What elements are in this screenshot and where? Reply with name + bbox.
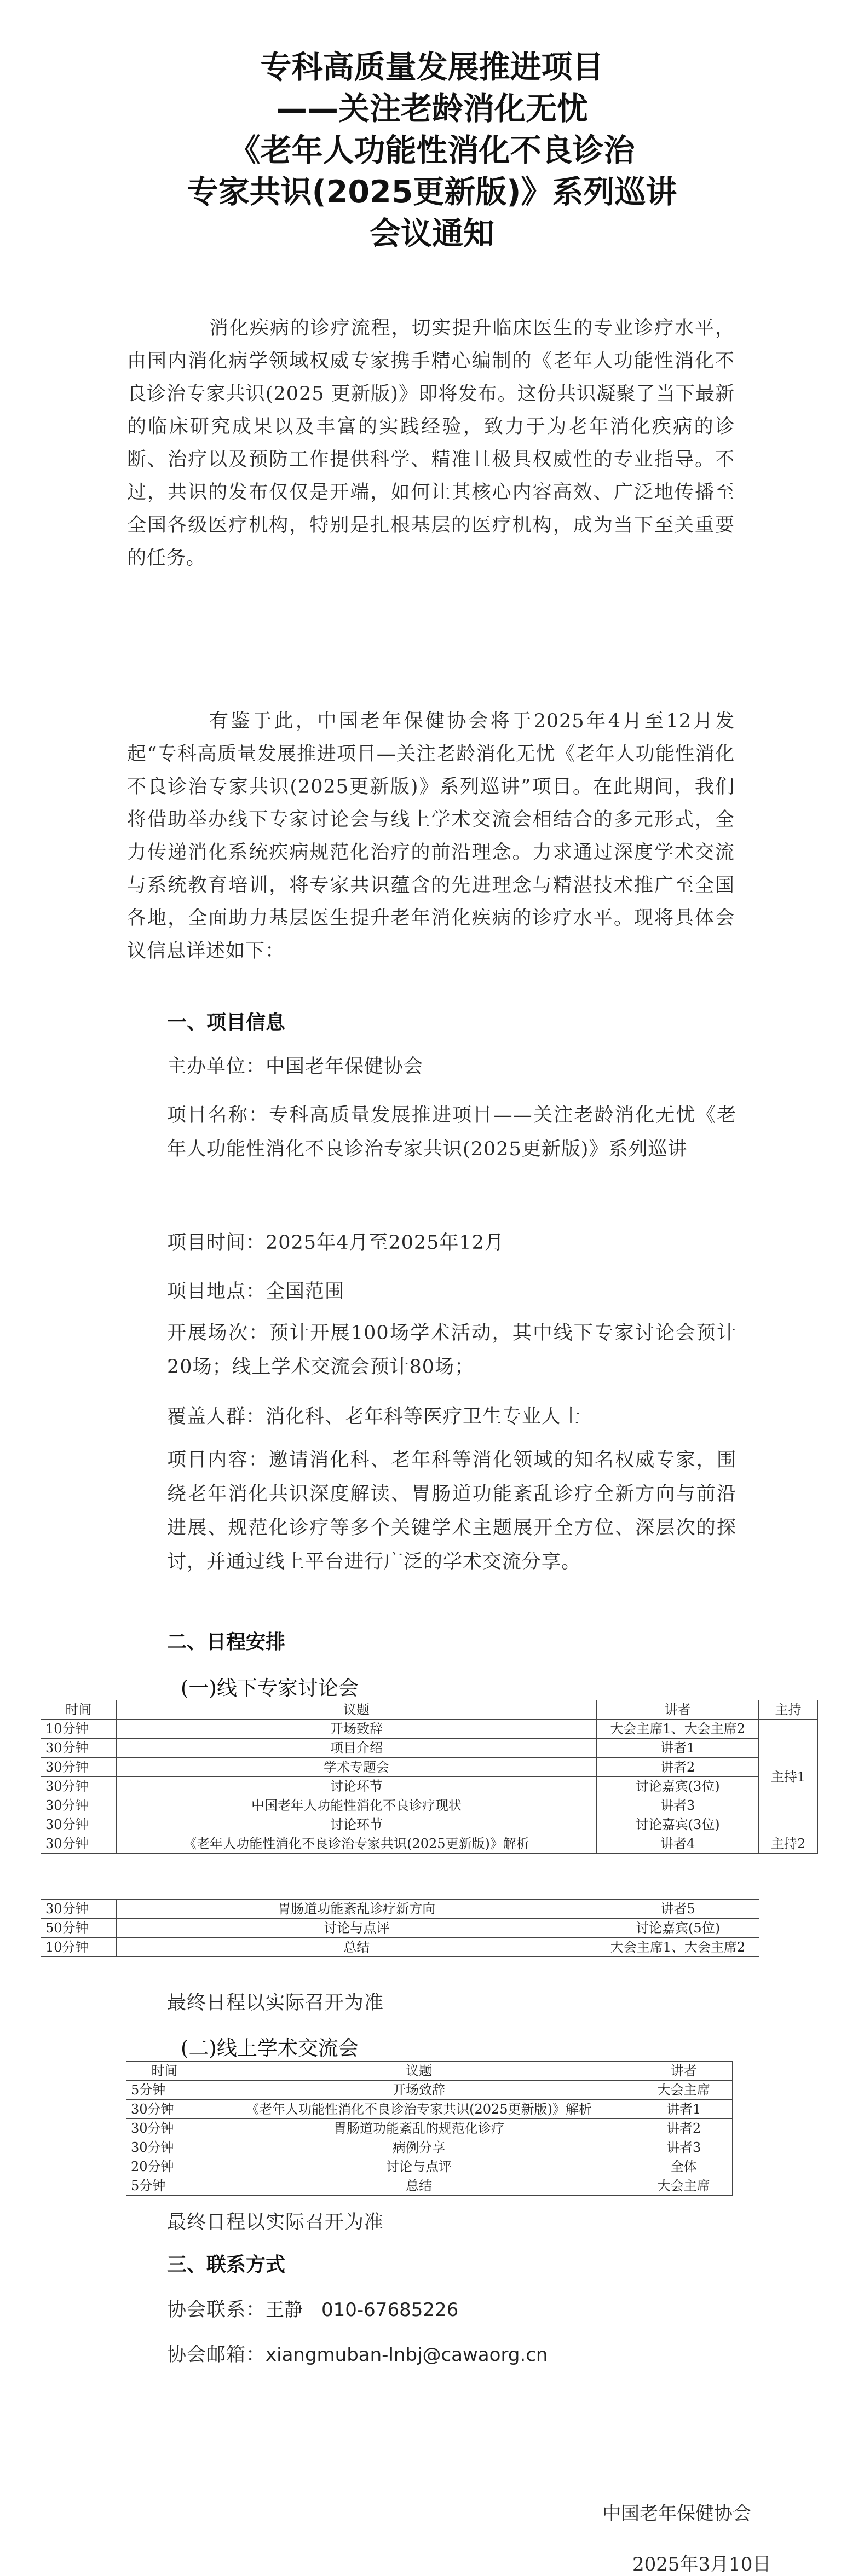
topic-cell: 胃肠道功能紊乱诊疗新方向	[116, 1900, 597, 1919]
email-line	[167, 2340, 548, 2367]
column-header: 议题	[116, 1700, 596, 1720]
intro-paragraph-1: 消化疾病的诊疗流程，切实提升临床医生的专业诊疗水平，由国内消化病学领域权威专家携手精心编制的《老年人功能性消化不良诊治专家共识(2025 更新版)》即将发布。这份共识凝聚了当下最新的临床研究成果以及丰富的实践经验，致力于为老年消化疾病的诊断、治疗以及预防工作提供科学、精准且极具权威性的专业指导。不过，共识的发布仅仅是开端，如何让其核心内容高效、广泛地传播至全国各级医疗机构，特别是扎根基层的医疗机构，成为当下至关重要的任务。	[127, 317, 735, 569]
topic-cell: 《老年人功能性消化不良诊治专家共识(2025更新版)》解析	[116, 1834, 596, 1854]
speaker-cell: 讲者1	[635, 2100, 733, 2119]
online-schedule-note: 最终日程以实际召开为准	[167, 2212, 384, 2233]
time-cell: 30分钟	[41, 1815, 117, 1834]
time-cell: 30分钟	[41, 1758, 117, 1777]
online-schedule-table	[126, 2061, 733, 2196]
time-cell: 30分钟	[126, 2138, 203, 2157]
time-cell: 30分钟	[41, 1739, 117, 1758]
table-header-row	[41, 1700, 818, 1720]
topic-cell: 讨论环节	[116, 1777, 596, 1796]
table-row	[41, 1900, 819, 1919]
page-title	[110, 47, 754, 254]
speaker-cell: 讲者4	[597, 1834, 759, 1854]
table-row	[41, 1938, 819, 1957]
column-header: 时间	[41, 1700, 117, 1720]
signature-org: 中国老年保健协会	[602, 2503, 751, 2525]
column-header: 讲者	[597, 1700, 759, 1720]
column-header: 议题	[203, 2062, 635, 2081]
table-row	[41, 1919, 819, 1938]
table-header-row	[126, 2062, 733, 2081]
empty-host-cell	[759, 1900, 818, 1957]
speaker-cell: 讨论嘉宾(3位)	[597, 1815, 759, 1834]
host-cell: 主持2	[759, 1834, 818, 1854]
column-header: 时间	[126, 2062, 203, 2081]
topic-cell: 讨论与点评	[203, 2157, 635, 2176]
title-line: 会议通知	[370, 216, 494, 252]
topic-cell: 学术专题会	[116, 1758, 596, 1777]
info-content: 项目内容：邀请消化科、老年科等消化领域的知名权威专家，围绕老年消化共识深度解读、胃肠道功能紊乱诊疗全新方向与前沿进展、规范化诊疗等多个关键学术主题展开全方位、深层次的探讨，并通过线上平台进行广泛的学术交流分享。	[167, 1449, 736, 1573]
speaker-cell: 讲者5	[597, 1900, 759, 1919]
time-cell: 10分钟	[41, 1938, 117, 1957]
speaker-cell: 讲者2	[597, 1758, 759, 1777]
section-heading-schedule: 二、日程安排	[167, 1631, 286, 1653]
time-cell: 30分钟	[126, 2119, 203, 2138]
info-project-time: 项目时间：2025年4月至2025年12月	[167, 1232, 504, 1254]
column-header: 讲者	[635, 2062, 733, 2081]
online-meeting-title: (二)线上学术交流会	[181, 2036, 359, 2060]
topic-cell: 《老年人功能性消化不良诊治专家共识(2025更新版)》解析	[203, 2100, 635, 2119]
speaker-cell: 大会主席1、大会主席2	[597, 1720, 759, 1739]
topic-cell: 讨论与点评	[116, 1919, 597, 1938]
title-line: 专家共识(2025更新版)》系列巡讲	[187, 174, 677, 210]
title-line: 专科高质量发展推进项目	[260, 49, 604, 85]
table-row	[126, 2100, 733, 2119]
time-cell: 30分钟	[41, 1834, 117, 1854]
speaker-cell: 大会主席	[635, 2176, 733, 2196]
speaker-cell: 大会主席	[635, 2081, 733, 2100]
speaker-cell: 讲者1	[597, 1739, 759, 1758]
topic-cell: 中国老年人功能性消化不良诊疗现状	[116, 1796, 596, 1815]
contact-line	[167, 2295, 458, 2322]
section-heading-project-info: 一、项目信息	[167, 1011, 286, 1034]
time-cell: 5分钟	[126, 2176, 203, 2196]
offline-schedule-table-continued	[41, 1899, 818, 1957]
topic-cell: 开场致辞	[203, 2081, 635, 2100]
time-cell: 5分钟	[126, 2081, 203, 2100]
offline-schedule-note: 最终日程以实际召开为准	[167, 1992, 384, 2014]
column-header: 主持	[759, 1700, 818, 1720]
contact-value: 王静 010-67685226	[266, 2299, 459, 2321]
topic-cell: 病例分享	[203, 2138, 635, 2157]
time-cell: 50分钟	[41, 1919, 117, 1938]
topic-cell: 总结	[116, 1938, 597, 1957]
time-cell: 20分钟	[126, 2157, 203, 2176]
table-row	[41, 1834, 818, 1854]
info-sessions: 开展场次：预计开展100场学术活动，其中线下专家讨论会预计20场；线上学术交流会预计80场；	[167, 1322, 736, 1378]
offline-schedule-table	[41, 1700, 818, 1854]
speaker-cell: 讲者3	[635, 2138, 733, 2157]
speaker-cell: 讨论嘉宾(5位)	[597, 1919, 759, 1938]
contact-label: 协会联系：	[167, 2299, 266, 2321]
speaker-cell: 讲者3	[597, 1796, 759, 1815]
table-row	[41, 1758, 818, 1777]
info-project-name: 项目名称：专科高质量发展推进项目——关注老龄消化无忧《老年人功能性消化不良诊治专家共识(2025更新版)》系列巡讲	[167, 1104, 736, 1160]
table-row	[41, 1739, 818, 1758]
speaker-cell: 讨论嘉宾(3位)	[597, 1777, 759, 1796]
table-row	[41, 1796, 818, 1815]
section-heading-contact: 三、联系方式	[167, 2254, 286, 2276]
speaker-cell: 大会主席1、大会主席2	[597, 1938, 759, 1957]
title-line: ——关注老龄消化无忧	[276, 91, 588, 127]
title-line: 《老年人功能性消化不良诊治	[229, 132, 635, 169]
offline-meeting-title: (一)线下专家讨论会	[181, 1676, 359, 1700]
topic-cell: 讨论环节	[116, 1815, 596, 1834]
topic-cell: 胃肠道功能紊乱的规范化诊疗	[203, 2119, 635, 2138]
table-row	[41, 1777, 818, 1796]
table-row	[126, 2176, 733, 2196]
topic-cell: 开场致辞	[116, 1720, 596, 1739]
topic-cell: 项目介绍	[116, 1739, 596, 1758]
intro-paragraph-2: 有鉴于此，中国老年保健协会将于2025年4月至12月发起“专科高质量发展推进项目—关注老龄消化无忧《老年人功能性消化不良诊治专家共识(2025更新版)》系列巡讲”项目。在此期间，我们将借助举办线下专家讨论会与线上学术交流会相结合的多元形式，全力传递消化系统疾病规范化治疗的前沿理念。力求通过深度学术交流与系统教育培训，将专家共识蕴含的先进理念与精湛技术推广至全国各地，全面助力基层医生提升老年消化疾病的诊疗水平。现将具体会议信息详述如下：	[127, 710, 735, 962]
email-label: 协会邮箱：	[167, 2344, 266, 2366]
table-row	[126, 2081, 733, 2100]
table-row	[126, 2119, 733, 2138]
speaker-cell: 讲者2	[635, 2119, 733, 2138]
time-cell: 10分钟	[41, 1720, 117, 1739]
info-organizer: 主办单位：中国老年保健协会	[167, 1056, 424, 1078]
table-row	[41, 1720, 818, 1739]
speaker-cell: 全体	[635, 2157, 733, 2176]
signature-date: 2025年3月10日	[632, 2554, 771, 2575]
time-cell: 30分钟	[41, 1796, 117, 1815]
time-cell: 30分钟	[126, 2100, 203, 2119]
topic-cell: 总结	[203, 2176, 635, 2196]
host-cell: 主持1	[759, 1720, 818, 1834]
time-cell: 30分钟	[41, 1900, 117, 1919]
info-audience: 覆盖人群：消化科、老年科等医疗卫生专业人士	[167, 1406, 581, 1428]
table-row	[126, 2138, 733, 2157]
time-cell: 30分钟	[41, 1777, 117, 1796]
info-project-place: 项目地点：全国范围	[167, 1281, 345, 1303]
table-row	[126, 2157, 733, 2176]
table-row	[41, 1815, 818, 1834]
email-link[interactable]: xiangmuban-lnbj@cawaorg.cn	[266, 2344, 548, 2366]
